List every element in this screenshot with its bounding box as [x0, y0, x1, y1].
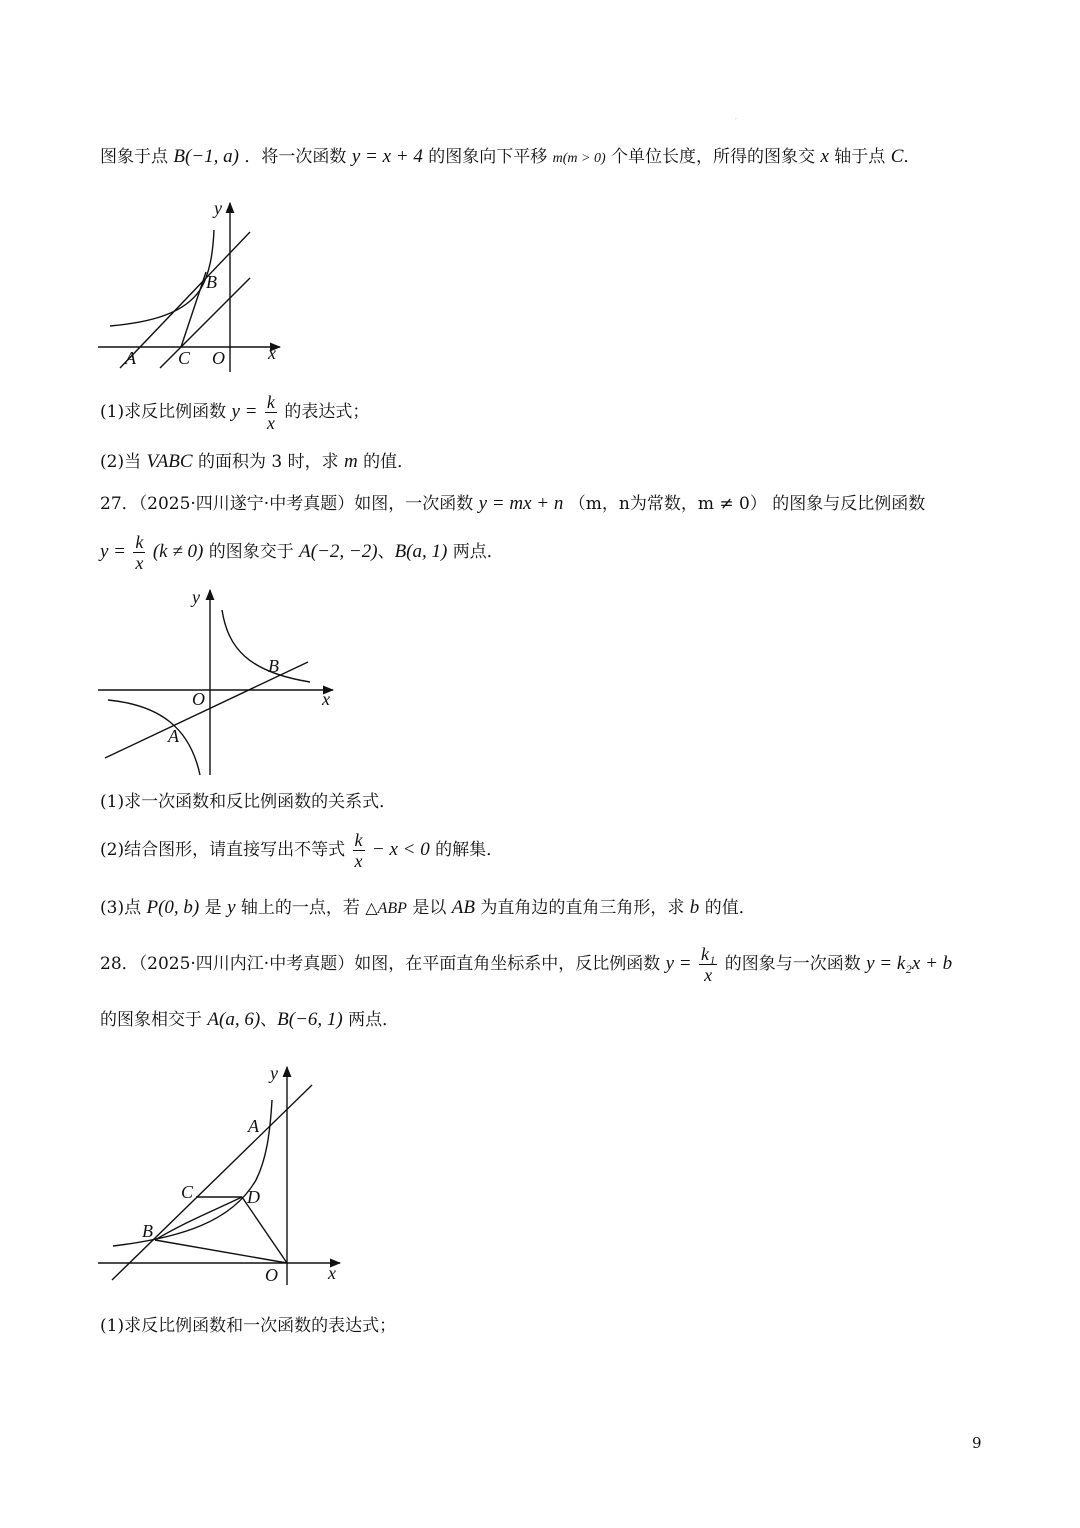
q27-part1-text: (1)求一次函数和反比例函数的关系式． — [100, 792, 397, 812]
q26-text: ．将一次函数 — [244, 147, 347, 167]
header-dot: . — [735, 114, 737, 121]
q27-linear-eq: y = mx + n — [478, 493, 564, 514]
q26-label-y: y — [214, 198, 222, 218]
q27-number: 27． — [100, 494, 139, 514]
q27-line2 — [100, 530, 504, 574]
q26-label-x: x — [268, 343, 276, 363]
q27-part3-text: 是 — [204, 898, 222, 918]
q27-part3-text: (3)点 — [100, 898, 142, 918]
q28-label-y: y — [270, 1063, 278, 1083]
q26-label-b: B — [206, 272, 217, 292]
q27-part3-text: 为直角边的直角三角形，求 — [480, 898, 685, 918]
fraction-denominator: x — [704, 965, 713, 985]
q27-point-a: A(−2, −2) — [299, 541, 378, 562]
q27-part2-fraction — [353, 830, 365, 871]
q26-linear-eq: y = x + 4 — [351, 146, 423, 167]
q27-fraction — [133, 532, 145, 573]
q28-text: 两点． — [348, 1010, 400, 1030]
q27-part1 — [100, 790, 396, 814]
q27-text: 的图象与反比例函数 — [772, 494, 926, 514]
q26-part2 — [100, 450, 414, 474]
q28-label-c: C — [181, 1182, 194, 1202]
q27-label-x: x — [322, 689, 330, 709]
q26-point-b: B(−1, a) — [173, 146, 239, 167]
q26-part1-lhs: y = — [231, 401, 258, 422]
q27-text: 的图象交于 — [208, 542, 294, 562]
q27-source: （2025·四川遂宁·中考真题） — [138, 494, 355, 514]
q28-text: 的图象相交于 — [100, 1010, 202, 1030]
q27-label-b: B — [268, 656, 279, 676]
q28-curve-bd — [155, 1197, 242, 1240]
q27-var-b: b — [689, 897, 700, 918]
q27-part3-text: 的值． — [704, 898, 756, 918]
q27-label-o: O — [192, 689, 205, 709]
fraction-numerator: k₁ — [701, 944, 716, 964]
q26-segment-bc — [181, 272, 206, 347]
q28-lhs: y = — [665, 953, 692, 974]
q27-triangle-abp: △ABP — [365, 900, 407, 917]
q27-part3 — [100, 896, 756, 921]
q27-point-b: B(a, 1) — [394, 541, 448, 562]
q28-source: （2025·四川内江·中考真题） — [138, 954, 355, 974]
q28-figure — [95, 1060, 350, 1290]
q26-part1-fraction — [265, 392, 277, 433]
q26-var-m: m — [344, 451, 358, 472]
q26-triangle: VABC — [146, 451, 193, 472]
page-number: 9 — [972, 1434, 982, 1452]
q27-part2-text: 的解集． — [435, 840, 504, 860]
q28-point-b: B(−6, 1) — [277, 1009, 343, 1030]
fraction-numerator: k — [266, 392, 275, 412]
q26-part2-text: (2)当 — [100, 452, 142, 472]
q28-number: 28． — [100, 954, 139, 974]
q28-separator: 、 — [260, 1010, 278, 1030]
q28-line-ab — [112, 1085, 312, 1280]
q26-intro-line — [100, 145, 920, 171]
q26-part1 — [100, 390, 369, 434]
fraction-denominator: x — [135, 553, 144, 573]
q27-part3-text: 轴上的一点，若 — [240, 898, 360, 918]
q26-label-c: C — [178, 348, 191, 368]
q28-part1-text: (1)求反比例函数和一次函数的表达式； — [100, 1316, 397, 1336]
q27-part2-text: (2)结合图形，请直接写出不等式 — [100, 840, 346, 860]
q28-label-b: B — [142, 1221, 153, 1241]
q26-text: 个单位长度，所得的图象交 — [611, 147, 816, 167]
q28-point-a: A(a, 6) — [207, 1009, 261, 1030]
q26-text: 轴于点 — [834, 147, 886, 167]
q26-shifted-line — [160, 278, 250, 368]
q27-point-p: P(0, b) — [146, 897, 200, 918]
q28-label-a: A — [248, 1116, 259, 1136]
q26-hyperbola — [110, 230, 214, 326]
q27-separator: 、 — [377, 542, 395, 562]
q27-figure — [95, 585, 345, 780]
q27-condition: （m，n为常数，m ≠ 0） — [568, 494, 767, 514]
q26-var-x: x — [820, 146, 829, 167]
q26-part2-text: 的值． — [363, 452, 415, 472]
q28-part1 — [100, 1314, 396, 1338]
q26-part1-text: (1)求反比例函数 — [100, 402, 227, 422]
q26-point-c: C — [890, 146, 904, 167]
q28-text: 如图，在平面直角坐标系中，反比例函数 — [354, 954, 661, 974]
fraction-denominator: x — [354, 851, 363, 871]
q26-part2-text: 的面积为 3 时，求 — [198, 452, 339, 472]
q27-line — [105, 662, 308, 758]
q27-label-a: A — [168, 726, 179, 746]
q27-line1 — [100, 492, 925, 516]
q27-hyperbola-branch-1 — [222, 610, 310, 682]
fraction-denominator: x — [266, 413, 275, 433]
q28-label-x: x — [328, 1263, 336, 1283]
q28-fraction — [699, 944, 717, 985]
q26-text: 图象于点 — [100, 147, 168, 167]
q26-part1-text: 的表达式； — [284, 402, 370, 422]
q26-label-a: A — [125, 348, 136, 368]
q27-k-condition: (k ≠ 0) — [152, 541, 204, 562]
q28-linear-eq: y = k₂x + b — [866, 953, 953, 974]
q28-label-o: O — [265, 1265, 278, 1285]
q27-hyperbola-branch-2 — [108, 700, 200, 775]
q27-part2 — [100, 828, 503, 872]
fraction-numerator: k — [354, 830, 363, 850]
q27-text: 如图，一次函数 — [354, 494, 474, 514]
q27-segment-ab: AB — [451, 897, 475, 918]
q28-label-d: D — [247, 1187, 260, 1207]
q28-line2 — [100, 1008, 399, 1032]
q27-inequality: − x < 0 — [371, 839, 430, 860]
q27-var-y: y — [227, 897, 236, 918]
q27-part3-text: 是以 — [412, 898, 447, 918]
q26-figure — [95, 198, 295, 378]
q26-text: 的图象向下平移 — [428, 147, 548, 167]
q28-line1 — [100, 942, 952, 986]
q27-text: 两点． — [452, 542, 504, 562]
q27-lhs: y = — [100, 541, 127, 562]
q26-label-o: O — [212, 348, 225, 368]
q27-label-y: y — [192, 587, 200, 607]
q26-text: ． — [903, 147, 921, 167]
q28-text: 的图象与一次函数 — [724, 954, 861, 974]
q28-segment-bo — [155, 1240, 287, 1263]
q26-m-condition: m(m > 0) — [552, 151, 606, 166]
fraction-numerator: k — [135, 532, 144, 552]
